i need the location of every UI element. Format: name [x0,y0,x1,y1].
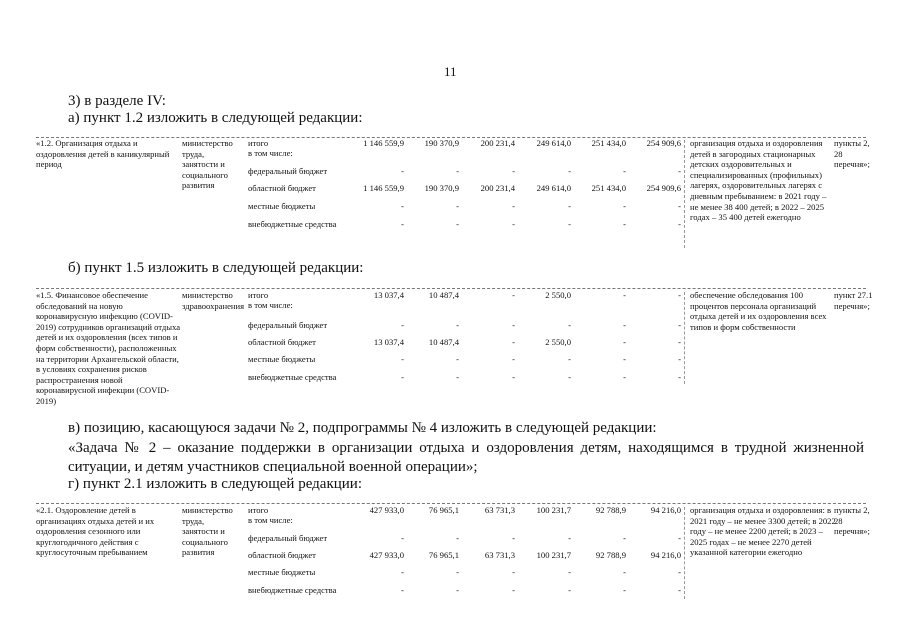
value-loc-1: - [401,354,404,364]
src-total: итого [248,290,269,300]
value-loc-3: - [512,201,515,211]
value-reg-3: 63 731,3 [484,550,515,560]
value-reg-2: 76 965,1 [428,550,459,560]
value-fed-3: - [512,166,515,176]
value-reg-2: 190 370,9 [424,183,459,193]
src-ext: внебюджетные средства [248,219,337,229]
ministry: министерство труда, занятости и социального развития [182,138,233,191]
value-ext-1: - [401,585,404,595]
src-fed: федеральный бюджет [248,320,328,330]
value-loc-1: - [401,201,404,211]
value-ext-2: - [456,372,459,382]
value-total-2: 10 487,4 [428,290,459,300]
value-reg-4: 249 614,0 [536,183,571,193]
value-fed-6: - [678,166,681,176]
value-loc-5: - [623,201,626,211]
value-total-1: 1 146 559,9 [363,138,404,148]
value-ext-4: - [568,219,571,229]
src-ext: внебюджетные средства [248,372,337,382]
value-ext-1: - [401,219,404,229]
value-loc-4: - [568,201,571,211]
value-loc-3: - [512,567,515,577]
src-incl: в том числе: [248,148,293,158]
result-text: обеспечение обследования 100 процентов персонала организаций отдыха детей и их оздоровления всех типов и форм собственности [690,290,827,332]
value-ext-5: - [623,372,626,382]
value-total-5: 92 788,9 [595,505,626,515]
value-ext-4: - [568,585,571,595]
value-reg-5: - [623,337,626,347]
value-loc-6: - [678,354,681,364]
value-loc-5: - [623,567,626,577]
value-fed-1: - [401,320,404,330]
page-number: 11 [444,64,457,79]
src-fed: федеральный бюджет [248,166,328,176]
section-heading: 3) в разделе IV: [68,93,166,109]
value-fed-3: - [512,533,515,543]
src-total: итого [248,505,269,515]
value-ext-5: - [623,585,626,595]
value-ext-3: - [512,219,515,229]
value-fed-5: - [623,320,626,330]
item-name: «2.1. Оздоровление детей в организациях отдыха детей и их оздоровления сезонного или круглогодичного действия с круглосуточным пребыванием [36,505,155,558]
value-total-3: 200 231,4 [480,138,515,148]
value-fed-6: - [678,533,681,543]
value-loc-4: - [568,354,571,364]
value-loc-2: - [456,567,459,577]
value-reg-1: 1 146 559,9 [363,183,404,193]
value-ext-6: - [678,585,681,595]
src-reg: областной бюджет [248,183,316,193]
src-loc: местные бюджеты [248,567,316,577]
value-total-5: 251 434,0 [591,138,626,148]
value-fed-2: - [456,533,459,543]
value-loc-6: - [678,201,681,211]
heading-a: а) пункт 1.2 изложить в следующей редакции: [68,110,363,126]
value-fed-5: - [623,533,626,543]
value-fed-2: - [456,166,459,176]
value-ext-4: - [568,372,571,382]
points-ref: пункты 2, 28 перечня»; [834,505,870,537]
value-fed-4: - [568,533,571,543]
src-reg: областной бюджет [248,550,316,560]
value-total-2: 190 370,9 [424,138,459,148]
value-total-4: 249 614,0 [536,138,571,148]
divider [684,507,685,599]
result-text: организация отдыха и оздоровления: в 2021 году – не менее 3300 детей; в 2022 году – не менее 2200 детей; в 2023 – 2025 годах – не менее 2270 детей указанной категории ежегодно [690,505,836,558]
value-reg-5: 92 788,9 [595,550,626,560]
value-loc-2: - [456,354,459,364]
value-ext-3: - [512,585,515,595]
value-total-4: 2 550,0 [545,290,571,300]
heading-b: б) пункт 1.5 изложить в следующей редакции: [68,260,364,276]
value-reg-3: - [512,337,515,347]
value-ext-6: - [678,219,681,229]
value-ext-2: - [456,219,459,229]
value-reg-6: - [678,337,681,347]
value-total-1: 13 037,4 [373,290,404,300]
table-block-1-5 [36,290,873,415]
src-ext: внебюджетные средства [248,585,337,595]
item-name: «1.5. Финансовое обеспечение обследований на новую коронавирусную инфекцию (COVID-2019) сотрудников организаций отдыха детей и их оздоровления (всех типов и форм собственности), расположенных на территории Архангельской области, в условиях сохранения рисков распространения новой коронавирусной инфекции (COVID-2019) [36,290,181,406]
value-loc-2: - [456,201,459,211]
value-ext-3: - [512,372,515,382]
value-total-3: 63 731,3 [484,505,515,515]
table-block-2-1 [36,505,870,635]
value-fed-6: - [678,320,681,330]
src-total: итого [248,138,269,148]
heading-v: в) позицию, касающуюся задачи № 2, подпрограммы № 4 изложить в следующей редакции: [68,420,657,436]
value-fed-3: - [512,320,515,330]
value-reg-6: 254 909,6 [646,183,681,193]
value-reg-2: 10 487,4 [428,337,459,347]
value-reg-1: 13 037,4 [373,337,404,347]
value-reg-5: 251 434,0 [591,183,626,193]
value-total-5: - [623,290,626,300]
ministry: министерство здравоохранения [182,290,245,311]
points-ref: пункты 2, 28 перечня»; [834,138,870,170]
value-reg-1: 427 933,0 [369,550,404,560]
value-fed-1: - [401,166,404,176]
src-incl: в том числе: [248,515,293,525]
value-fed-1: - [401,533,404,543]
value-reg-6: 94 216,0 [650,550,681,560]
value-loc-3: - [512,354,515,364]
src-fed: федеральный бюджет [248,533,328,543]
value-fed-2: - [456,320,459,330]
value-total-1: 427 933,0 [369,505,404,515]
value-fed-5: - [623,166,626,176]
src-incl: в том числе: [248,300,293,310]
value-ext-6: - [678,372,681,382]
value-total-6: - [678,290,681,300]
src-reg: областной бюджет [248,337,316,347]
value-total-6: 254 909,6 [646,138,681,148]
item-name: «1.2. Организация отдыха и оздоровления детей в каникулярный период [36,138,170,170]
value-loc-4: - [568,567,571,577]
value-loc-5: - [623,354,626,364]
table-block-1-2 [36,138,870,250]
value-reg-3: 200 231,4 [480,183,515,193]
result-text: организация отдыха и оздоровления детей в загородных стационарных детских оздоровительных и специализированных (профильных) лагерях, оздоровительных лагерях с дневным пребыванием: в 2021 году – не менее 38 400 детей; в 2022 – 2025 годах – 35 400 детей ежегодно [690,138,827,223]
value-ext-2: - [456,585,459,595]
value-total-6: 94 216,0 [650,505,681,515]
value-fed-4: - [568,320,571,330]
value-reg-4: 100 231,7 [536,550,571,560]
ministry: министерство труда, занятости и социального развития [182,505,233,558]
value-reg-4: 2 550,0 [545,337,571,347]
value-loc-1: - [401,567,404,577]
divider [684,292,685,384]
heading-g: г) пункт 2.1 изложить в следующей редакции: [68,476,362,492]
value-total-3: - [512,290,515,300]
value-loc-6: - [678,567,681,577]
src-loc: местные бюджеты [248,354,316,364]
divider [684,140,685,248]
value-total-2: 76 965,1 [428,505,459,515]
value-total-4: 100 231,7 [536,505,571,515]
value-fed-4: - [568,166,571,176]
points-ref: пункт 27.1 перечня»; [834,290,873,311]
src-loc: местные бюджеты [248,201,316,211]
task-text: «Задача № 2 – оказание поддержки в организации отдыха и оздоровления детям, находящимся в трудной жизненной ситуации, и детям участников специальной военной операции»; [68,440,864,475]
value-ext-1: - [401,372,404,382]
value-ext-5: - [623,219,626,229]
